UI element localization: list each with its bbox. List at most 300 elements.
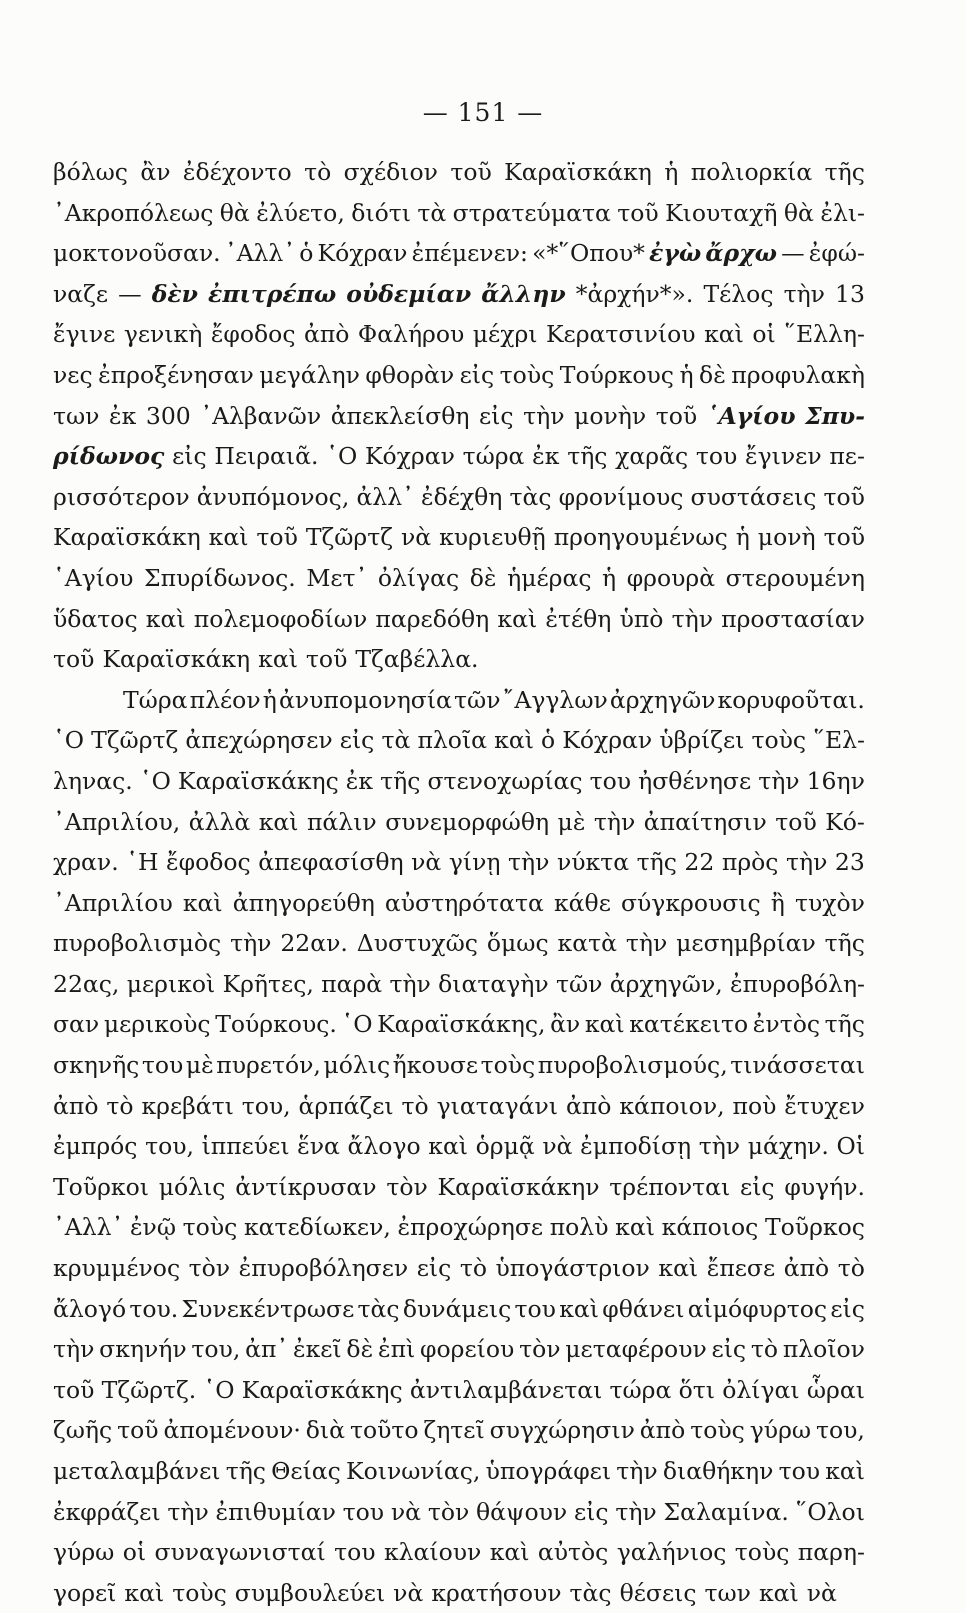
word: ὁρμᾷ — [475, 1132, 535, 1161]
word: τὸ — [401, 1091, 429, 1120]
word: Σπυρίδωνος. — [143, 563, 296, 592]
word: Σαλαμίνα. — [663, 1497, 789, 1526]
text-line — [53, 599, 865, 640]
word: καὶ — [145, 604, 186, 633]
word: ἐκφράζει — [53, 1497, 161, 1526]
word: Φαλήρου — [357, 320, 465, 349]
word: σαν — [53, 1010, 100, 1039]
word: γιαταγάνι — [436, 1091, 559, 1120]
word: καὶ — [258, 645, 298, 674]
word: προφυλακὴ — [731, 360, 865, 389]
word: 13 — [835, 279, 865, 308]
word: ἐπυροβόλησεν — [238, 1254, 409, 1283]
word: εἰς — [573, 1497, 609, 1526]
word: πλοῖα — [417, 726, 488, 755]
word: ἀντίκρυσαν — [235, 1172, 377, 1201]
word: θάψουν — [476, 1497, 568, 1526]
word: ἀπὸ — [565, 1091, 612, 1120]
word: συγχώρησιν — [489, 1416, 635, 1445]
word: ὀλίγας — [377, 563, 460, 592]
word: ἀπ᾽ — [245, 1335, 289, 1364]
word: ἐτέθη — [545, 604, 612, 633]
word: πολεμοφοδίων — [193, 604, 368, 633]
word: μεταφέρουν — [565, 1335, 707, 1364]
word: Τοῦρκοι — [53, 1172, 149, 1201]
word: *ἀρχήν*». — [575, 279, 694, 308]
word: ἡ — [679, 360, 694, 389]
word: ἐπὶ — [377, 1335, 416, 1364]
word: ἄλογό — [53, 1294, 127, 1323]
word: ἀπεφασίσθη — [258, 848, 404, 877]
emphasized-word: Σπυ- — [805, 401, 865, 430]
word: Κερατσινίου — [545, 320, 696, 349]
text-line — [53, 1492, 865, 1533]
word: ᾽Αλβανῶν — [200, 401, 322, 430]
text-line — [53, 193, 865, 234]
word: ὁ — [541, 726, 556, 755]
word: ῞Ελ- — [813, 726, 865, 755]
word: οἱ — [752, 320, 776, 349]
word: του — [514, 1294, 556, 1323]
word: καὶ — [497, 604, 538, 633]
word: τὴν — [593, 807, 636, 836]
word: τοὺς — [690, 1416, 745, 1445]
word: Τούρκους — [559, 360, 674, 389]
word: ὕδατος — [53, 604, 138, 633]
word: ἀπὸ — [53, 1091, 99, 1120]
word: ἐπροχώρησε — [397, 1213, 544, 1242]
word: τρέπονται — [609, 1172, 731, 1201]
word: θὰ — [783, 198, 814, 227]
word: μονὴν — [574, 401, 647, 430]
word: ἔφοδος — [210, 320, 296, 349]
text-line — [53, 517, 865, 558]
word: Θείας — [271, 1457, 341, 1485]
word: ὁ — [299, 239, 314, 268]
word: Καραϊσκάκην — [437, 1172, 600, 1201]
word: Κό- — [825, 807, 865, 836]
word: ἡμέρας — [507, 563, 592, 592]
word: ῾Ο — [203, 1375, 235, 1404]
word: Τοῦρκος — [764, 1213, 865, 1242]
emphasized-word: ἄλλην — [481, 279, 566, 308]
word: νὰ — [411, 848, 442, 877]
word: ᾽Αλλ᾽ — [53, 1213, 124, 1242]
text-line — [53, 355, 865, 396]
word: του — [778, 1457, 820, 1485]
word: τὰ — [381, 726, 411, 755]
word: τὸ — [106, 1091, 134, 1120]
word: Κοινωνίας, — [346, 1457, 481, 1485]
word: κορυφοῦται. — [717, 685, 865, 714]
word: τὰ — [417, 198, 447, 227]
word: τοῦ — [775, 807, 817, 836]
word: συμβουλεύει — [234, 1578, 386, 1607]
word: τοῦ — [117, 1416, 159, 1445]
word: ῾Ο — [139, 766, 171, 795]
word: τοὺς — [734, 1538, 790, 1567]
word: ᾽Αλλ᾽ — [224, 239, 296, 268]
word: ἔγινε — [53, 320, 116, 349]
word: ἡ — [602, 563, 617, 592]
word: του — [695, 442, 738, 471]
word: Κόχραν — [562, 726, 653, 755]
word: μόλις — [158, 1172, 226, 1201]
emphasized-word: ρίδωνος — [53, 442, 165, 471]
word: παρη- — [797, 1538, 865, 1567]
word: των — [704, 1578, 751, 1607]
word: ἀντιλαμβάνεται — [409, 1375, 603, 1404]
word: ἐλύετο, — [256, 198, 345, 227]
word: Κρῆτες, — [222, 969, 314, 998]
word: κρυμμένος — [53, 1254, 181, 1283]
word: κάποιος — [661, 1213, 759, 1242]
word: καὶ — [559, 1294, 600, 1323]
word: τὸ — [837, 1254, 865, 1283]
word: πυρετόν, — [216, 1051, 321, 1080]
text-line — [53, 233, 865, 274]
word: τυχὸν — [794, 888, 865, 917]
word: μονὴ — [757, 523, 816, 552]
word: τοῦ — [53, 645, 95, 674]
word: ἔγινεν — [745, 442, 822, 471]
word: μεταλαμβάνει — [53, 1457, 221, 1485]
word: Κιουταχῆ — [665, 198, 778, 227]
word: τὸν — [188, 1254, 231, 1283]
word: του — [342, 1497, 385, 1526]
word: καὶ — [584, 1010, 625, 1039]
word: μὲ — [185, 1051, 214, 1080]
word: Δυστυχῶς — [356, 929, 478, 958]
word: ἄλογο — [347, 1132, 421, 1161]
text-line — [53, 1004, 865, 1045]
word: ἀπὸ — [639, 1416, 686, 1445]
word: τῆς — [824, 158, 865, 186]
word: ἱππεύει — [201, 1132, 290, 1161]
text-line — [53, 558, 865, 599]
word: ἀπομένουν· — [163, 1416, 301, 1445]
word: ἐπυροβόλη- — [730, 969, 865, 998]
emphasized-word: ἐπιτρέπω — [208, 279, 337, 308]
text-line — [53, 1532, 865, 1573]
word: τῆς — [636, 848, 677, 877]
text-line — [53, 1410, 865, 1451]
word: ἀπεκλείσθη — [330, 401, 470, 430]
word: τὴν — [671, 604, 713, 633]
word: ἐμποδίσῃ — [580, 1132, 692, 1161]
word: τὴν — [783, 279, 825, 308]
word: θέσεις — [619, 1578, 697, 1607]
word: τῶν — [555, 969, 603, 998]
word: τὸν — [427, 1497, 470, 1526]
word: τώρα — [462, 442, 525, 471]
word: 22 — [684, 848, 715, 877]
word: μὲ — [557, 807, 586, 836]
word: νὰ — [400, 523, 432, 552]
word: δὲ — [699, 360, 726, 389]
emphasized-word: οὐδεμίαν — [346, 279, 472, 308]
word: Τζῶρτζ — [305, 523, 393, 552]
word: σχέδιον — [343, 158, 438, 186]
word: «*῞Οπου* — [532, 239, 645, 268]
word: συναγωνισταί — [154, 1538, 326, 1567]
text-line — [53, 274, 865, 315]
word: ἔπεσε — [706, 1254, 776, 1283]
word: ζωῆς — [53, 1416, 113, 1445]
word: του. — [129, 1294, 179, 1323]
word: του, — [191, 1335, 241, 1364]
word: μέχρι — [472, 320, 538, 349]
word: εἰς — [172, 442, 207, 471]
word: ἂν — [140, 158, 171, 186]
word: νὰ — [393, 1578, 424, 1607]
word: 22αν. — [280, 929, 348, 958]
word: Καραϊσκάκη — [102, 645, 251, 674]
word: αὐτὸς — [537, 1538, 609, 1567]
word: ἀρχηγῶν — [609, 685, 716, 714]
word: εἰς — [740, 1172, 775, 1201]
word: ῎Αγγλων — [502, 685, 608, 714]
word: σκηνήν — [99, 1335, 187, 1364]
word: ἐπροξένησαν — [98, 360, 254, 389]
word: μόλις — [323, 1051, 391, 1080]
word: κρατήσουν — [431, 1578, 562, 1607]
word: πε- — [829, 442, 865, 471]
word: τινάσσεται — [730, 1051, 865, 1080]
word: ἐπέμενεν: — [411, 239, 528, 268]
word: εἰς — [478, 401, 514, 430]
word: τῆς — [824, 1010, 865, 1039]
word: 16ην — [806, 766, 865, 795]
word: ἀπεχώρησεν — [185, 726, 333, 755]
word: τοὺς — [751, 726, 807, 755]
word: γαλήνιος — [616, 1538, 727, 1567]
text-line — [53, 477, 865, 518]
word: ἕνα — [297, 1132, 340, 1161]
word: εἰς — [416, 1254, 452, 1283]
word: νὰ — [542, 1132, 573, 1161]
text-line — [53, 1167, 865, 1208]
word: γίνῃ — [448, 848, 501, 877]
text-line — [53, 1248, 865, 1289]
word: νες — [53, 360, 93, 389]
word: κατεδίωκεν, — [243, 1213, 391, 1242]
text-line — [53, 1207, 865, 1248]
word: μάχην. — [747, 1132, 829, 1161]
word: Καραϊσκάκης — [241, 1375, 403, 1404]
word: κατὰ — [557, 929, 617, 958]
word: ἐκεῖ — [292, 1335, 342, 1364]
word: Μετ᾽ — [306, 563, 368, 592]
word: ὑπογράφει — [485, 1457, 612, 1485]
text-line — [53, 152, 865, 193]
word: παρὰ — [321, 969, 383, 998]
word: Τζαβέλλα. — [355, 645, 479, 674]
word: τοῦ — [655, 401, 698, 430]
text-line — [53, 314, 865, 355]
word: καὶ — [182, 888, 223, 917]
word: τοὺς — [499, 360, 555, 389]
word: γύρω — [53, 1538, 115, 1567]
word: ὑπὸ — [619, 604, 664, 633]
word: τῆς — [567, 442, 608, 471]
word: ἀρχηγῶν, — [609, 969, 723, 998]
word: καὶ — [208, 523, 249, 552]
word: τοῦ — [450, 158, 492, 186]
word: εἰς — [339, 726, 375, 755]
word: ἐκ — [345, 766, 374, 795]
word: ἐφώ- — [808, 239, 865, 268]
word: τὴν — [508, 848, 550, 877]
word: βόλως — [53, 158, 128, 186]
word: διὰ — [305, 1416, 346, 1445]
word: πολὺ — [549, 1213, 609, 1242]
word: δὲ — [469, 563, 497, 592]
word: τοὺς — [182, 1213, 238, 1242]
word: τῆς — [380, 766, 421, 795]
text-line — [53, 802, 865, 843]
word: ᾽Ακροπόλεως — [53, 198, 214, 227]
word: τὴν — [758, 766, 800, 795]
word: κατέκειτο — [629, 1010, 749, 1039]
word: φρουρὰ — [626, 563, 716, 592]
word: ῾Ο — [53, 726, 85, 755]
word: καὶ — [825, 1457, 865, 1485]
word: μοκτονοῦσαν. — [53, 239, 221, 268]
word: παρεδόθη — [375, 604, 490, 633]
word: Τέλος — [703, 279, 774, 308]
word: Κόχραν — [364, 442, 455, 471]
word: τῆς — [225, 1457, 266, 1485]
word: ἐκ — [532, 442, 560, 471]
word: κάθε — [553, 888, 611, 917]
word: του, — [816, 1416, 865, 1445]
word: συστάσεις — [690, 482, 817, 511]
word: Οἱ — [836, 1132, 865, 1161]
text-line — [53, 1451, 865, 1492]
word: ἐπιθυμίαν — [215, 1497, 336, 1526]
text-line — [53, 639, 865, 680]
word: ᾽Απριλίου, — [53, 807, 181, 836]
word: ᾽Απριλίου — [53, 888, 173, 917]
word: τὰς — [569, 1578, 612, 1607]
word: ἀλλ᾽ — [356, 482, 414, 511]
word: ἐμπρός — [53, 1132, 138, 1161]
word: πυροβολισμούς, — [537, 1051, 728, 1080]
word: 300 — [145, 401, 191, 430]
word: χαρᾶς — [615, 442, 689, 471]
body-text — [53, 152, 865, 1613]
emphasized-word: ἐγὼ — [649, 239, 702, 268]
word: καὶ — [258, 807, 299, 836]
word: διότι — [351, 198, 411, 227]
word: τὴν — [786, 848, 828, 877]
word: φρονίμους — [558, 482, 684, 511]
word: ρισσότερον — [53, 482, 190, 511]
word: Τώρα — [123, 685, 188, 714]
word: δὲ — [346, 1335, 374, 1364]
word: αἱμόφυρτος — [687, 1294, 828, 1323]
word: εἰς — [711, 1335, 747, 1364]
word: προστασίαν — [721, 604, 865, 633]
word: τὸ — [750, 1335, 779, 1364]
word: ὧραι — [806, 1375, 865, 1404]
word: ἐνῷ — [129, 1213, 176, 1242]
word: θὰ — [219, 198, 250, 227]
word: Πειραιᾶ. — [214, 442, 319, 471]
word: ῾Ο — [326, 442, 358, 471]
word: — — [781, 239, 805, 268]
word: νύκτα — [556, 848, 630, 877]
word: οἱ — [122, 1538, 147, 1567]
word: ὑπογάστριον — [495, 1254, 650, 1283]
word: στενοχωρίας — [427, 766, 583, 795]
word: στρατεύματα — [452, 198, 611, 227]
word: ἐδέχθη — [420, 482, 503, 511]
word: τοῦ — [305, 645, 348, 674]
word: 23 — [834, 848, 865, 877]
word: σύγκρουσις — [620, 888, 761, 917]
word: τὰς — [509, 482, 552, 511]
word: φθορὰν — [365, 360, 455, 389]
text-line — [53, 923, 865, 964]
word: τὸ — [459, 1254, 487, 1283]
word: Συνεκέντρωσε — [181, 1294, 355, 1323]
word: φορείου — [420, 1335, 515, 1364]
word: τὴν — [53, 1335, 95, 1364]
word: τοῦ — [53, 1375, 95, 1404]
word: ἡ — [664, 158, 679, 186]
emphasized-word: ἄρχω — [705, 239, 777, 268]
word: τὴν — [389, 969, 431, 998]
word: κυριευθῇ — [439, 523, 546, 552]
word: ὅμως — [486, 929, 549, 958]
word: 22ας, — [53, 969, 120, 998]
word: Καραϊσκάκη — [504, 158, 652, 186]
word: τὸ — [304, 158, 332, 186]
word: καὶ — [494, 726, 534, 755]
word: τὴν — [230, 929, 272, 958]
text-line — [53, 680, 865, 721]
emphasized-word: ῾Αγίου — [706, 401, 796, 430]
text-line — [53, 964, 865, 1005]
word: καὶ — [124, 1578, 165, 1607]
word: ῾Η — [126, 848, 159, 877]
word: καὶ — [615, 1213, 655, 1242]
word: ὑβρίζει — [659, 726, 745, 755]
text-line — [53, 842, 865, 883]
word: Κόχραν — [317, 239, 408, 268]
word: των — [53, 401, 100, 430]
text-line — [53, 720, 865, 761]
word: φθάνει — [602, 1294, 685, 1323]
word: ὅτι — [678, 1375, 715, 1404]
word: χραν. — [53, 848, 119, 877]
word: τοῦ — [823, 523, 865, 552]
word: Καραϊσκάκης — [177, 766, 339, 795]
word: γύρω — [749, 1416, 812, 1445]
text-line — [53, 1370, 865, 1411]
word: μερικοὺς — [103, 1010, 211, 1039]
word: μεγάλην — [259, 360, 360, 389]
word: του, — [145, 1132, 194, 1161]
word: ῾Ο — [341, 1010, 373, 1039]
word: πρὸς — [721, 848, 779, 877]
word: ἐκ — [109, 401, 137, 430]
word: Καραϊσκάκη — [53, 523, 201, 552]
text-line — [53, 1573, 865, 1613]
word: του, — [241, 1091, 291, 1120]
